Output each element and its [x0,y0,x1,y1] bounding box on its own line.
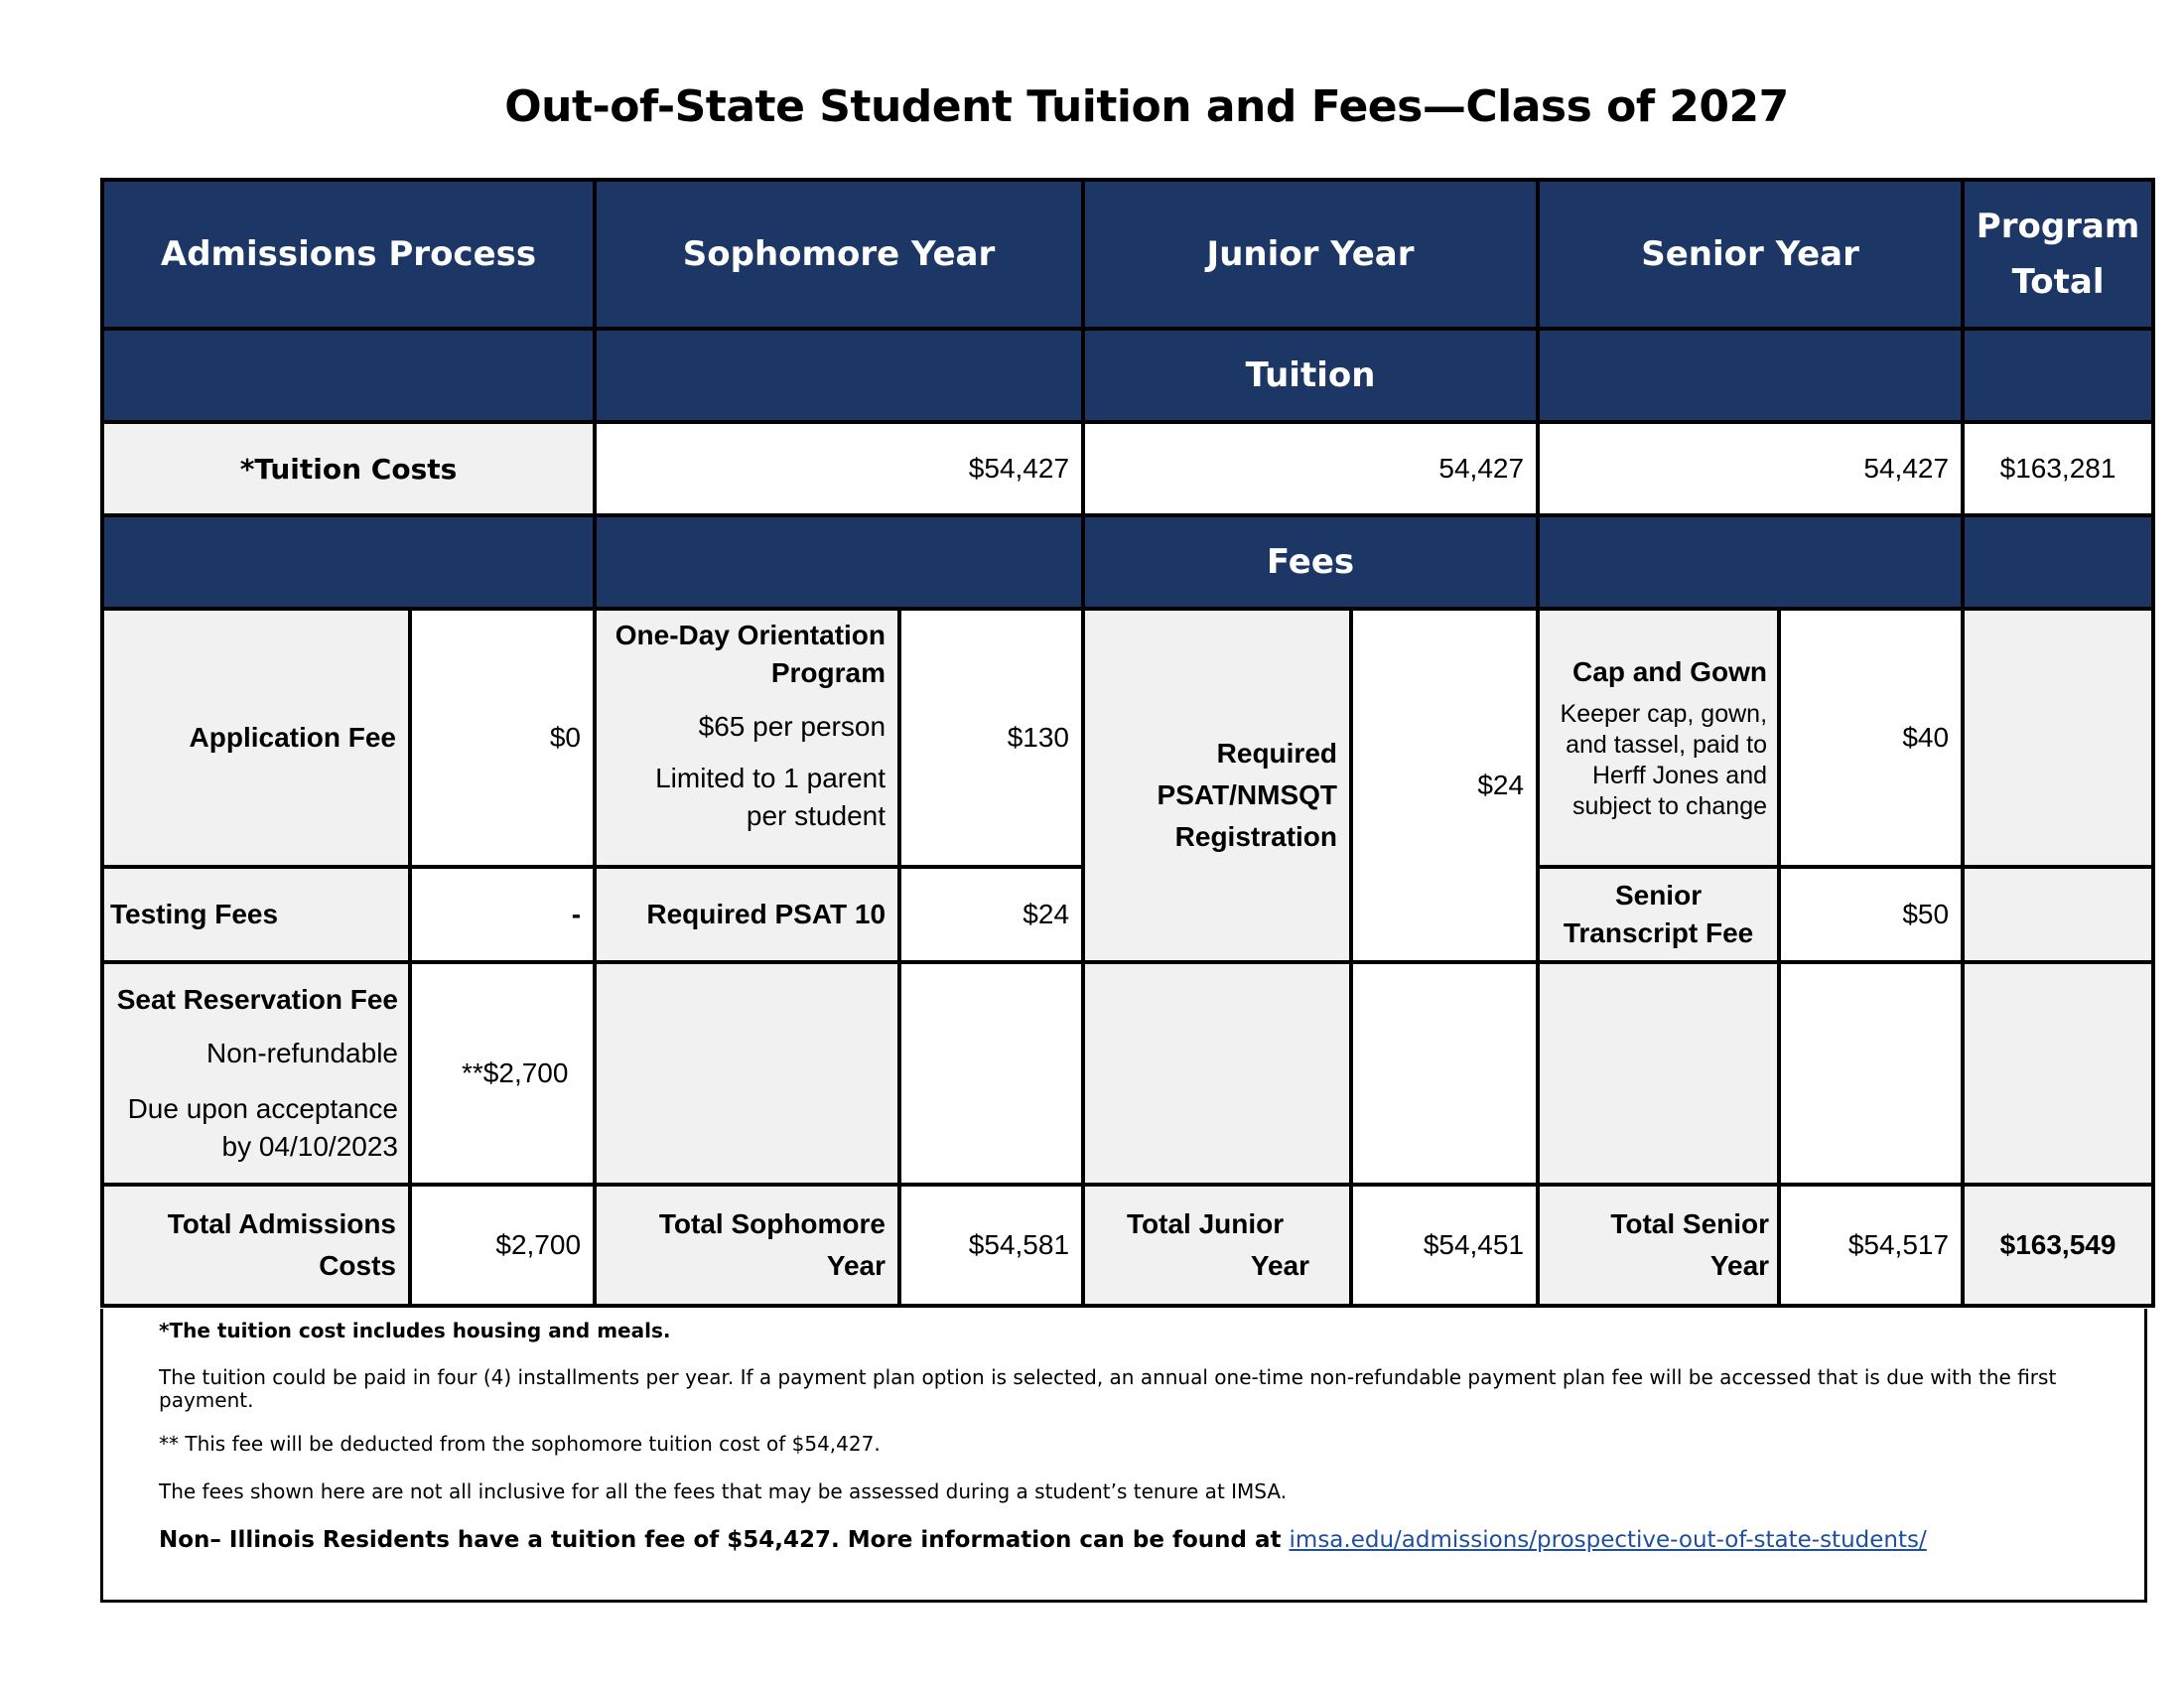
section-blank [102,515,595,609]
non-illinois-text: Non– Illinois Residents have a tuition fee of $54,427. More information can be found at [159,1527,1282,1553]
footnotes [100,1309,2147,1603]
program-blank-cell [1963,867,2153,962]
total-label-line: Total Senior [1610,1208,1770,1239]
application-fee-label: Application Fee [102,609,410,867]
header-total-label: Total [2011,262,2105,302]
orientation-label: Program [770,657,887,688]
section-blank [1963,329,2153,422]
psat-nmsqt-value: $24 [1351,609,1538,962]
tuition-costs-label: *Tuition Costs [102,422,595,515]
empty-cell [1351,962,1538,1185]
totals-row [102,1185,2153,1306]
empty-cell [595,962,899,1185]
orientation-label: One-Day Orientation [614,620,887,650]
total-label-line: Year [1250,1250,1310,1281]
seat-reservation-detail: Due upon acceptance [127,1093,398,1124]
cap-gown-label: Cap and Gown [1572,656,1768,687]
seat-reservation-value: **$2,700 [410,962,595,1185]
empty-cell [1083,962,1351,1185]
total-label-line: Costs [319,1250,396,1281]
section-blank [595,329,1083,422]
tuition-senior-value: 54,427 [1538,422,1963,515]
total-senior-value: $54,517 [1779,1185,1963,1306]
cap-gown-detail: Keeper cap, gown, [1560,700,1768,728]
application-fee-value: $0 [410,609,595,867]
section-fees-label: Fees [1083,515,1538,609]
header-program-total [1963,180,2153,329]
orientation-cell [595,609,899,867]
section-blank [102,329,595,422]
psat10-value: $24 [899,867,1083,962]
fee-row [102,609,2153,867]
footnote-housing: *The tuition cost includes housing and meals. [159,1319,671,1342]
program-total-value: $163,549 [1963,1185,2153,1306]
cap-gown-value: $40 [1779,609,1963,867]
header-admissions: Admissions Process [102,180,595,329]
total-junior-value: $54,451 [1351,1185,1538,1306]
tuition-fees-table [100,178,2155,1308]
total-admissions-value: $2,700 [410,1185,595,1306]
header-junior: Junior Year [1083,180,1538,329]
orientation-detail: Limited to 1 parent [655,763,887,793]
seat-reservation-label: Seat Reservation Fee [116,984,398,1015]
psat-nmsqt-label: PSAT/NMSQT [1157,779,1338,810]
total-label-line: Total Junior [1127,1208,1285,1239]
psat-nmsqt-label: Required [1216,738,1338,769]
total-sophomore-label [595,1185,899,1306]
cap-gown-detail: and tassel, paid to [1566,731,1768,759]
total-label-line: Year [826,1250,887,1281]
total-senior-label [1538,1185,1779,1306]
section-blank [595,515,1083,609]
psat10-label: Required PSAT 10 [595,867,899,962]
section-blank [1538,515,1963,609]
footnote-deduction: ** This fee will be deducted from the sophomore tuition cost of $54,427. [159,1432,881,1456]
psat-nmsqt-cell [1083,609,1351,962]
seat-reservation-detail: by 04/10/2023 [221,1131,398,1162]
tuition-costs-row [102,422,2153,515]
orientation-detail: $65 per person [698,711,887,742]
orientation-detail: per student [746,800,887,831]
total-sophomore-value: $54,581 [899,1185,1083,1306]
program-blank-cell [1963,609,2153,867]
empty-cell [899,962,1083,1185]
seat-reservation-detail: Non-refundable [205,1038,398,1068]
header-senior: Senior Year [1538,180,1963,329]
fees-section-row [102,515,2153,609]
testing-fees-label: Testing Fees [102,867,410,962]
transcript-cell [1538,867,1779,962]
seat-reservation-cell [102,962,410,1185]
section-blank [1963,515,2153,609]
empty-cell [1963,962,2153,1185]
psat-nmsqt-label: Registration [1174,821,1338,852]
tuition-sophomore-value: $54,427 [595,422,1083,515]
admissions-link[interactable]: imsa.edu/admissions/prospective-out-of-state-students/ [1289,1527,1927,1553]
page-title: Out-of-State Student Tuition and Fees—Class of 2027 [504,81,1789,132]
transcript-label: Transcript Fee [1563,917,1754,948]
footnote-fees-inclusive: The fees shown here are not all inclusive for all the fees that may be assessed during a student’s tenure at IMSA. [159,1479,1288,1503]
testing-fees-value: - [410,867,595,962]
total-admissions-label [102,1185,410,1306]
empty-cell [1538,962,1779,1185]
footnote-installments: The tuition could be paid in four (4) installments per year. If a payment plan option is selected, an annual one-time non-refundable payment plan fee will be accessed that is due with the first payment. [159,1365,2057,1412]
tuition-total-value: $163,281 [1963,422,2153,515]
tuition-junior-value: 54,427 [1083,422,1538,515]
orientation-value: $130 [899,609,1083,867]
header-row [102,180,2153,329]
total-label-line: Total Admissions [167,1208,396,1239]
section-blank [1538,329,1963,422]
tuition-section-row [102,329,2153,422]
section-tuition-label: Tuition [1083,329,1538,422]
transcript-label: Senior [1614,880,1703,911]
header-sophomore: Sophomore Year [595,180,1083,329]
cap-gown-detail: subject to change [1572,792,1768,820]
footnote-non-illinois [159,1527,2144,1553]
empty-cell [1779,962,1963,1185]
header-program-label: Program [1976,207,2140,246]
transcript-value: $50 [1779,867,1963,962]
cap-gown-cell [1538,609,1779,867]
cap-gown-detail: Herff Jones and [1591,762,1768,789]
total-label-line: Year [1709,1250,1770,1281]
fee-row [102,962,2153,1185]
total-junior-label [1083,1185,1351,1306]
total-label-line: Total Sophomore [658,1208,887,1239]
